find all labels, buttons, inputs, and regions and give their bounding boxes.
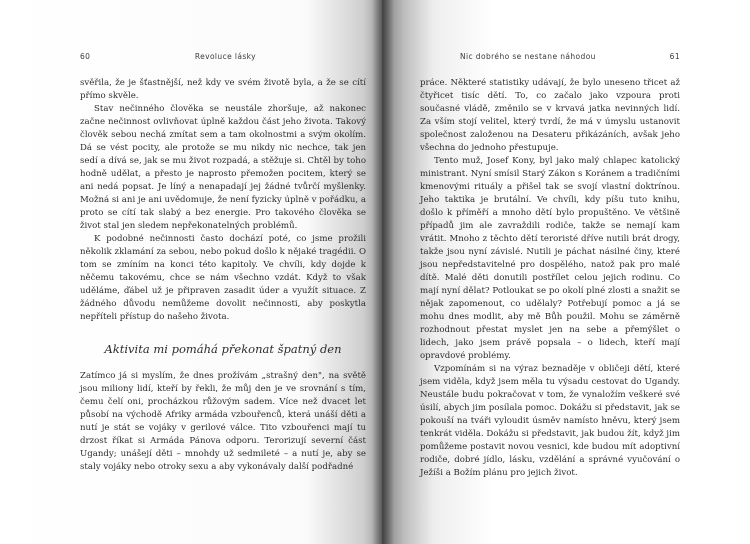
paragraph: Zatímco já si myslím, že dnes prožívám „strašný den", na světě jsou miliony lidí, kteří by řekli, že můj den je ve srovnání s tím, čemu čelí oni, procházkou růžovým sadem. Více než dvacet let působí na východě Afriky armáda vzbouřenců, která unáší děti a nutí je stát se vojáky v gerilové válce. Tito vzbouřenci mají tu drzost říkat si Armáda Pánova odporu. Terorizují severní část Ugandy; unášejí děti – mnohdy už sedmileté – a nutí je, aby se staly vojáky nebo otroky sexu a aby vykonávaly další podřadné	[80, 371, 366, 472]
paragraph: Stav nečinného člověka se neustále zhoršuje, až nakonec začne nečinnost ovlivňovat úplně každou část jeho života. Takový člověk sebou nechá zmítat sem a tam okolnostmi a svým okolím. Dá se vést pocity, ale protože se mu nikdy nic nechce, tak jen sedí a dívá se, jak se mu život rozpadá, a stěžuje si. Chtěl by toho hodně udělat, a přesto je naprosto přemožen pocitem, který se ani nedá popsat. Je líný a nenapadají jej žádné tvůrčí myšlenky. Možná si ani je ani uvědomuje, že není fyzicky úplně v pořádku, a proto se cítí tak slabý a bez energie. Pro takového člověka se život stal jen sledem nepřekonatelných problémů.	[80, 104, 366, 231]
page-number: 60	[80, 52, 91, 61]
paragraph: K podobné nečinnosti často dochází poté, co jsme prožili několik zklamání za sebou, nebo pokud došlo k nějaké tragédii. O tom se zmíním na konci této kapitoly. Ve chvíli, kdy dojde k něčemu takovému, chce se nám všechno vzdát. Když to však uděláme, ďábel už je připraven zasadit úder a využít situace. Z žádného důvodu nemůžeme dovolit nečinnosti, aby poskytla nepříteli přístup do našeho života.	[80, 234, 366, 322]
book-gutter-shadow	[372, 0, 394, 544]
paragraph: Vzpomínám si na výraz beznaděje v obličeji dětí, které jsem viděla, když jsem měla tu výsadu cestovat do Ugandy. Neustále budu pokračovat v tom, že vynaložím veškeré své úsilí, abych jim posílala pomoc. Dokážu si představit, jak se pokouší na tváři vyloudit úsměv namísto hněvu, který jsem tenkrát viděla. Dokážu si představit, jak budou žít, když jim pomůžeme postavit novou vesnici, kde budou mít adoptivní rodiče, dobré jídlo, lásku, vzdělání a správné vyučování o Ježíši a Božím plánu pro jejich život.	[420, 364, 680, 478]
right-header	[420, 52, 680, 61]
right-body	[420, 77, 680, 480]
section-heading: Aktivita mi pomáhá překonat špatný den	[104, 342, 342, 356]
running-head: Nic dobrého se nestane náhodou	[460, 52, 596, 61]
left-header	[80, 52, 366, 61]
page-number: 61	[669, 52, 680, 61]
paragraph: Tento muž, Josef Kony, byl jako malý chlapec katolický ministrant. Nyní smísil Starý Zákon s Koránem a tradičními kmenovými rituály a přišel tak se svojí vlastní doktrínou. Jeho taktika je brutální. Ve chvíli, kdy píšu tuto knihu, došlo k příměří a mnoho dětí bylo propuštěno. Ve většině případů jim ale zavraždili rodiče, takže se nemají kam vrátit. Mnoho z těchto dětí teroristé dříve nutili brát drogy, takže jsou nyní závislé. Nutili je páchat násilné činy, které jsou nepředstavitelné pro dospělého, natož pak pro malé dítě. Malé děti donutili postřílet celou jejich rodinu. Co mají nyní dělat? Potloukat se po okolí plné zlosti a snažit se nějak zapomenout, co udělaly? Potřebují pomoc a já se mohu dnes modlit, aby mě Bůh použil. Mohu se záměrně rozhodnout přestat myslet jen na sebe a přemýšlet o lidech, jako jsem právě popsala – o lidech, kteří mají opravdové problémy.	[420, 156, 680, 361]
paragraph: práce. Některé statistiky udávají, že bylo uneseno třicet až čtyřicet tisíc dětí. To, co začalo jako vzpoura proti současné vládě, změnilo se v krvavá jatka nevinných lidí. Za vším stojí velitel, který tvrdí, že má v úmyslu ustanovit společnost založenou na Desateru přikázáních, avšak jeho všechna do jednoho přestupuje.	[420, 78, 680, 153]
left-body	[80, 77, 366, 474]
running-head: Revoluce lásky	[194, 52, 256, 61]
right-page	[382, 0, 750, 544]
paragraph: svěřila, že je šťastnější, než kdy ve svém životě byla, a že se cítí přímo skvěle.	[80, 78, 366, 101]
